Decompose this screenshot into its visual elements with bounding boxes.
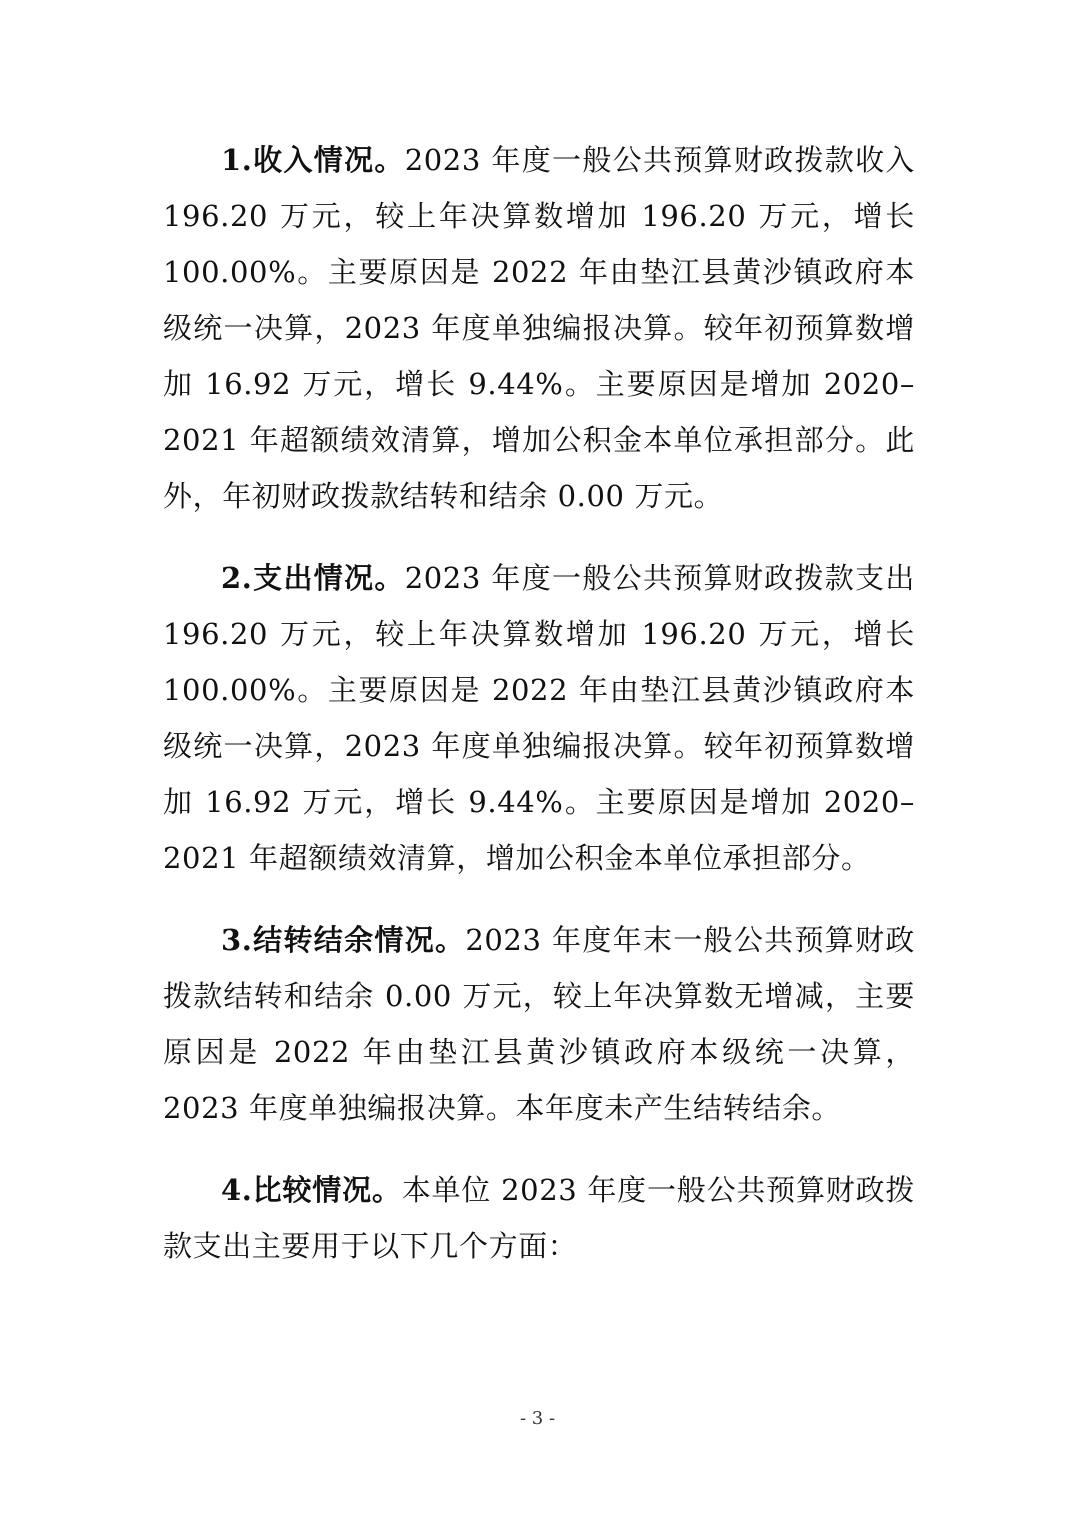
comparison-text: 本单位 2023 年度一般公共预算财政拨款支出主要用于以下几个方面： xyxy=(163,1173,915,1263)
comparison-heading: 4.比较情况。 xyxy=(221,1173,402,1207)
document-body xyxy=(163,132,915,1274)
expenditure-heading: 2.支出情况。 xyxy=(221,561,405,595)
expenditure-text: 2023 年度一般公共预算财政拨款支出 196.20 万元，较上年决算数增加 196.20 万元，增长 100.00%。主要原因是 2022 年由垫江县黄沙镇政府本级统一决算，2023 年度单独编报决算。较年初预算数增加 16.92 万元，增长 9.44%。主要原因是增加 2020–2021 年超额绩效清算，增加公积金本单位承担部分。 xyxy=(163,561,915,875)
carryover-paragraph xyxy=(163,912,915,1136)
expenditure-paragraph xyxy=(163,550,915,886)
income-heading: 1.收入情况。 xyxy=(221,143,405,177)
page-number: - 3 - xyxy=(519,1408,556,1429)
income-paragraph xyxy=(163,132,915,524)
carryover-heading: 3.结转结余情况。 xyxy=(221,923,466,957)
comparison-paragraph xyxy=(163,1162,915,1274)
carryover-text: 2023 年度年末一般公共预算财政拨款结转和结余 0.00 万元，较上年决算数无增减，主要原因是 2022 年由垫江县黄沙镇政府本级统一决算，2023 年度单独编报决算。本年度未产生结转结余。 xyxy=(163,923,915,1125)
income-text: 2023 年度一般公共预算财政拨款收入 196.20 万元，较上年决算数增加 196.20 万元，增长 100.00%。主要原因是 2022 年由垫江县黄沙镇政府本级统一决算，2023 年度单独编报决算。较年初预算数增加 16.92 万元，增长 9.44%。主要原因是增加 2020–2021 年超额绩效清算，增加公积金本单位承担部分。此外，年初财政拨款结转和结余 0.00 万元。 xyxy=(163,143,915,513)
